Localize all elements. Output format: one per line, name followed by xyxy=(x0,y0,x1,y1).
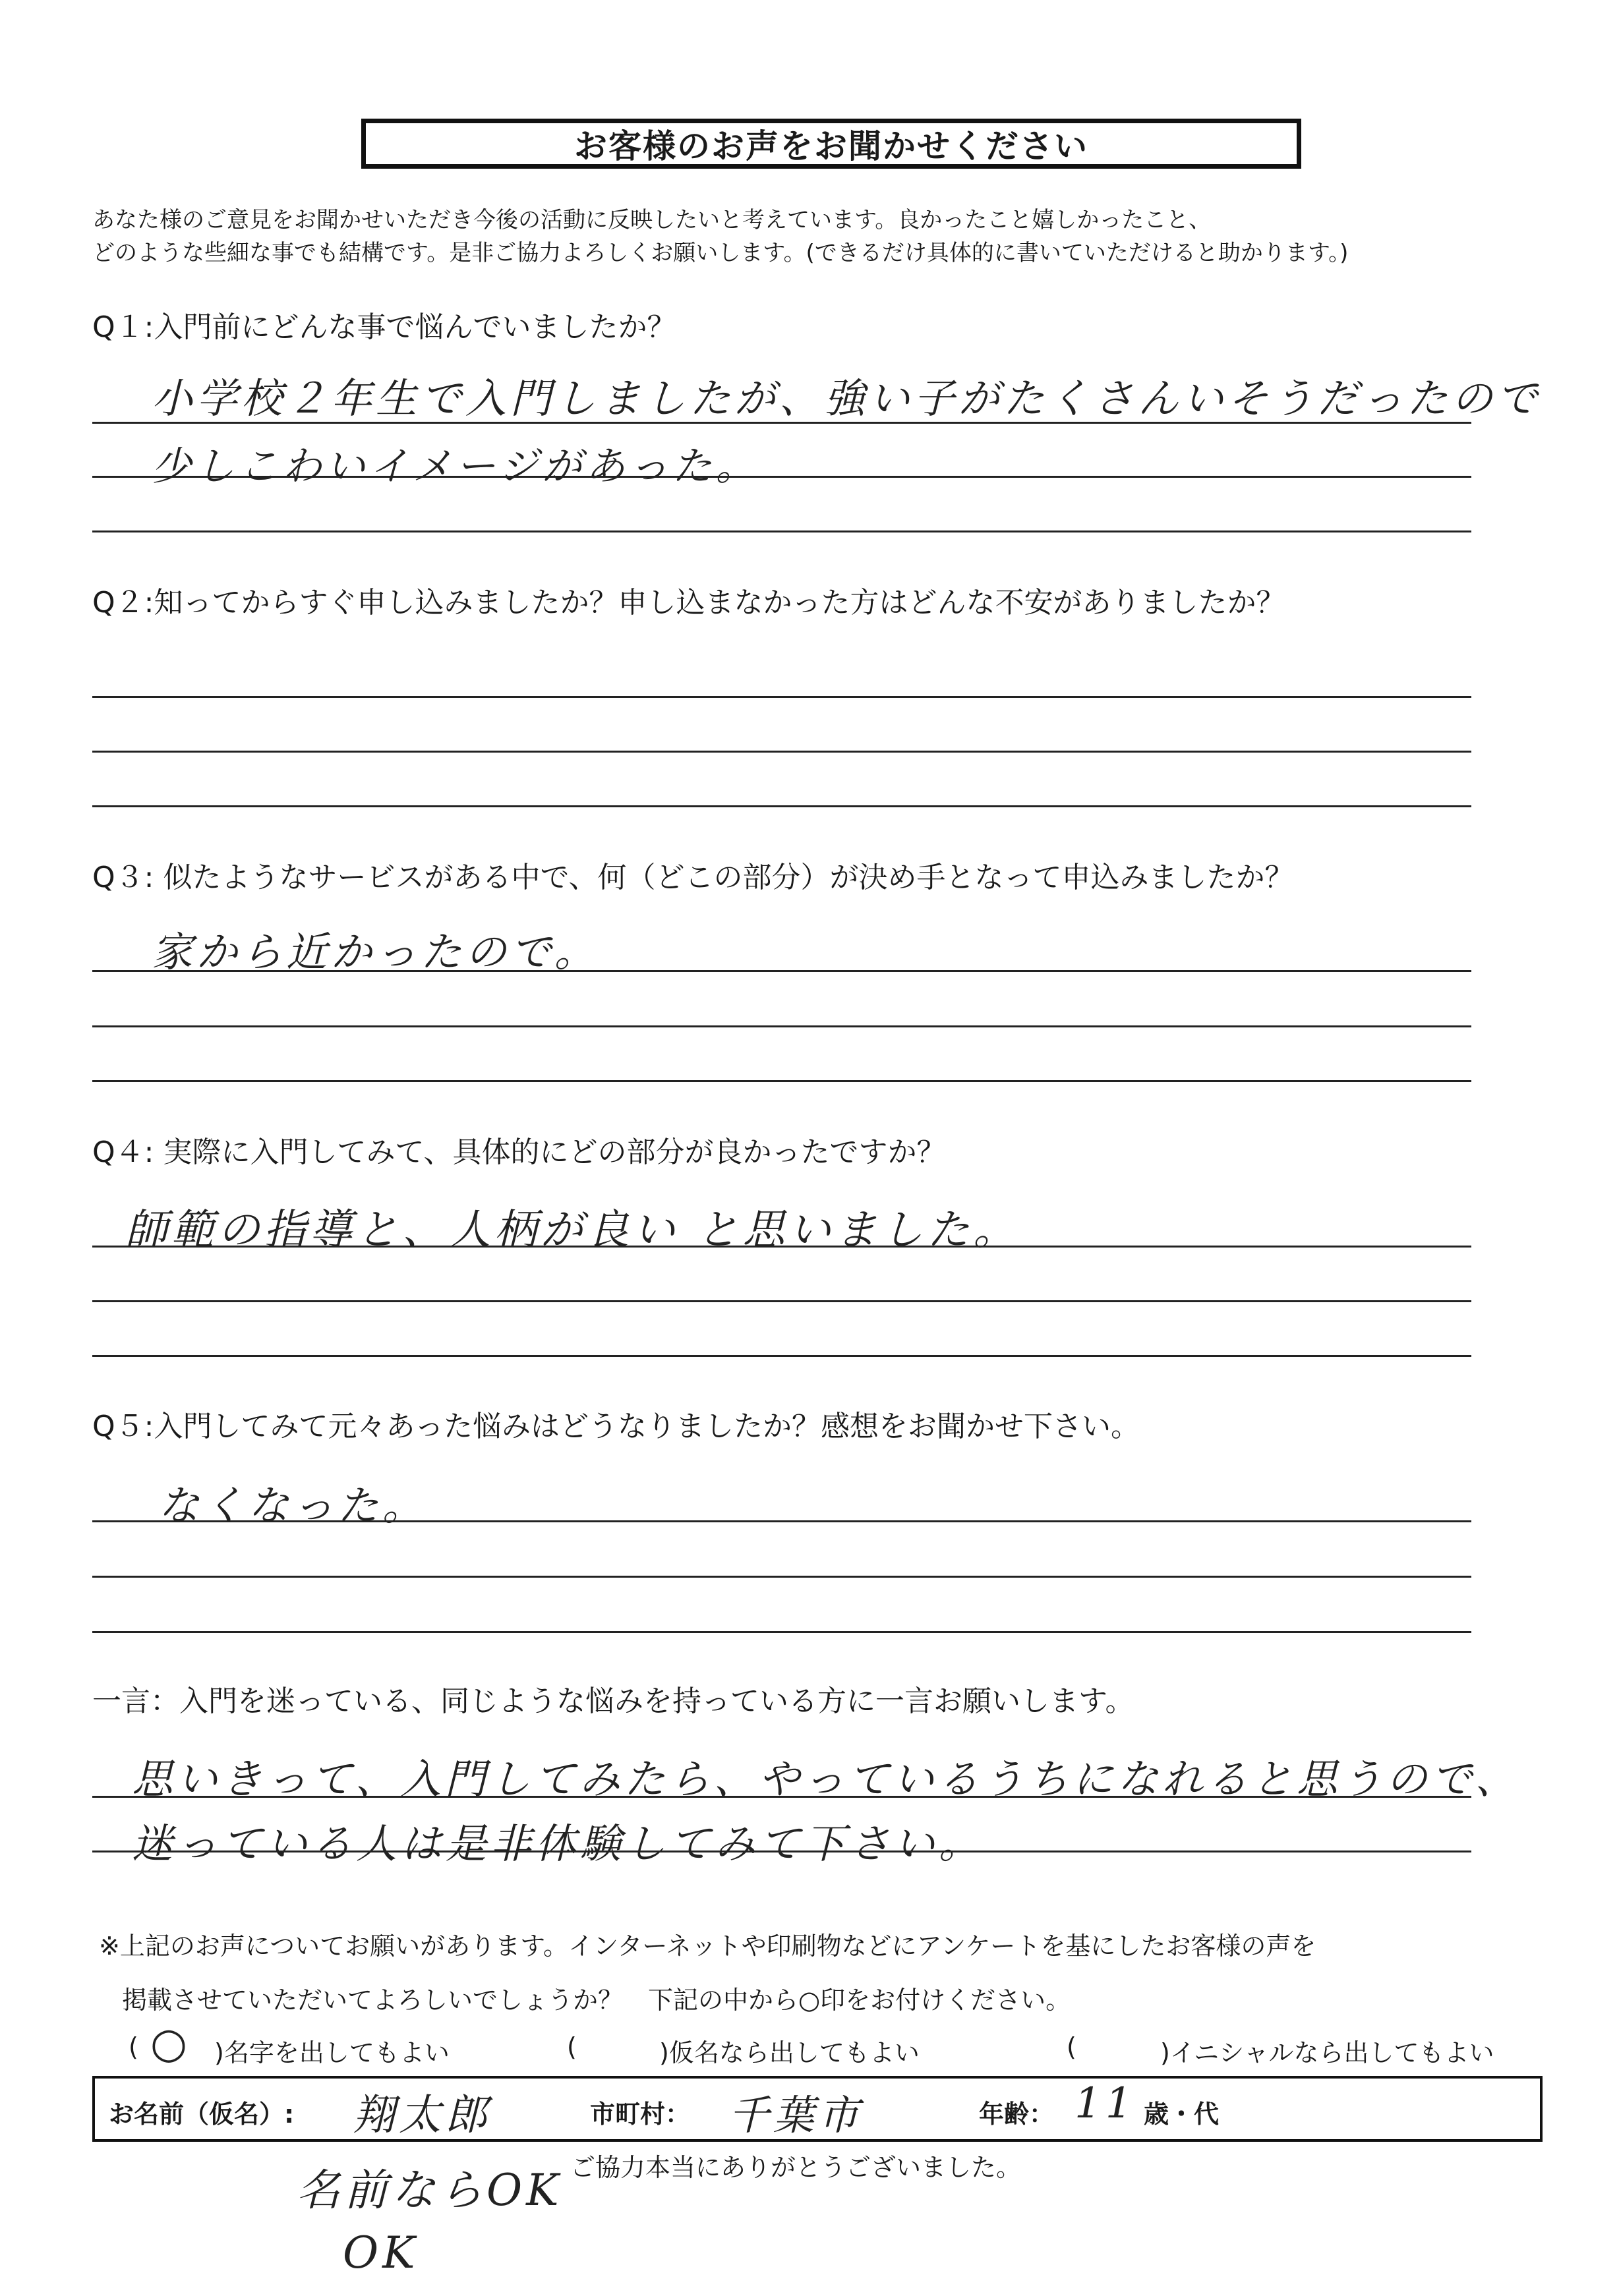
question-1-answer-line-2: 少しこわいイメージがあった。 xyxy=(152,444,759,490)
question-4-answer: 師範の指導と、人柄が良い と思いました。 xyxy=(125,1206,1020,1255)
intro-line-2: どのような些細な事でも結構です。是非ご協力よろしくお願いします。(できるだけ具体的に書いていただけると助かります。) xyxy=(92,240,1349,266)
consent-option-1-open: ( xyxy=(129,2032,138,2061)
answer-rule xyxy=(92,1520,1471,1522)
answer-rule xyxy=(92,1080,1471,1082)
question-1-answer-line-1: 小学校２年生で入門しましたが、強い子がたくさんいそうだったので xyxy=(152,374,1542,422)
answer-rule xyxy=(92,805,1471,807)
answer-rule xyxy=(92,1025,1471,1027)
answer-rule xyxy=(92,1631,1471,1633)
age-label: 年齢： xyxy=(979,2100,1055,2129)
question-3-label: Q３: 似たようなサービスがある中で、何（どこの部分）が決め手となって申込みましたか？ xyxy=(92,861,1294,894)
answer-rule xyxy=(92,1576,1471,1578)
consent-option-2-label[interactable]: )仮名なら出してもよい xyxy=(659,2038,920,2067)
thanks-text: ご協力本当にありがとうございました。 xyxy=(570,2153,1022,2182)
answer-rule xyxy=(92,696,1471,698)
consent-option-1-label[interactable]: )名字を出してもよい xyxy=(214,2038,450,2067)
question-2-label: Q２:知ってからすぐ申し込みましたか？申し込まなかった方はどんな不安がありましたか？ xyxy=(92,586,1285,619)
question-4-label: Q４: 実際に入門してみて、具体的にどの部分が良かったですか？ xyxy=(92,1135,946,1169)
answer-rule xyxy=(92,970,1471,972)
answer-rule xyxy=(92,1246,1471,1248)
consent-option-2-open: ( xyxy=(567,2032,577,2061)
answer-rule xyxy=(92,476,1471,478)
consent-option-1-mark[interactable]: ○ xyxy=(150,2019,191,2068)
answer-rule xyxy=(92,1851,1471,1852)
answer-rule xyxy=(92,1300,1471,1302)
answer-rule xyxy=(92,1796,1471,1798)
comment-label: 一言：入門を迷っている、同じような悩みを持っている方に一言お願いします。 xyxy=(92,1684,1134,1718)
answer-rule xyxy=(92,751,1471,753)
age-value[interactable]: 11 xyxy=(1074,2079,1136,2128)
question-1-label: Q１:入門前にどんな事で悩んでいましたか？ xyxy=(92,310,676,344)
city-value[interactable]: 千葉市 xyxy=(728,2091,864,2139)
name-value[interactable]: 翔太郎 xyxy=(353,2091,491,2140)
page-title: お客様のお声をお聞かせください xyxy=(361,119,1301,169)
consent-option-3-label[interactable]: )イニシャルなら出してもよい xyxy=(1160,2038,1494,2067)
age-suffix: 歳・代 xyxy=(1144,2100,1220,2129)
intro-line-1: あなた様のご意見をお聞かせいただき今後の活動に反映したいと考えています。良かったこと嬉しかったこと、 xyxy=(92,207,1212,233)
question-3-answer: 家から近かったので。 xyxy=(152,928,599,976)
consent-option-3-open: ( xyxy=(1067,2032,1076,2061)
name-label: お名前（仮名）: xyxy=(109,2100,295,2129)
answer-rule xyxy=(92,1355,1471,1357)
publication-note-line-2: 掲載させていただいてよろしいでしょうか？ 下記の中から○印をお付けください。 xyxy=(122,1986,1071,2015)
city-label: 市町村： xyxy=(590,2100,691,2129)
handwritten-note-line-1: 名前ならOK xyxy=(297,2165,563,2216)
answer-rule xyxy=(92,531,1471,532)
answer-rule xyxy=(92,422,1471,424)
comment-answer-line-1: 思いきって、入門してみたら、やっているうちになれると思うので、 xyxy=(132,1755,1520,1803)
question-5-label: Q５:入門してみて元々あった悩みはどうなりましたか？感想をお聞かせ下さい。 xyxy=(92,1410,1140,1443)
question-5-answer: なくなった。 xyxy=(158,1481,428,1530)
handwritten-note-line-2: OK xyxy=(343,2227,419,2278)
publication-note-line-1: ※上記のお声についてお願いがあります。インターネットや印刷物などにアンケートを基にしたお客様の声を xyxy=(99,1932,1316,1961)
comment-answer-line-2: 迷っている人は是非体験してみて下さい。 xyxy=(132,1820,984,1868)
